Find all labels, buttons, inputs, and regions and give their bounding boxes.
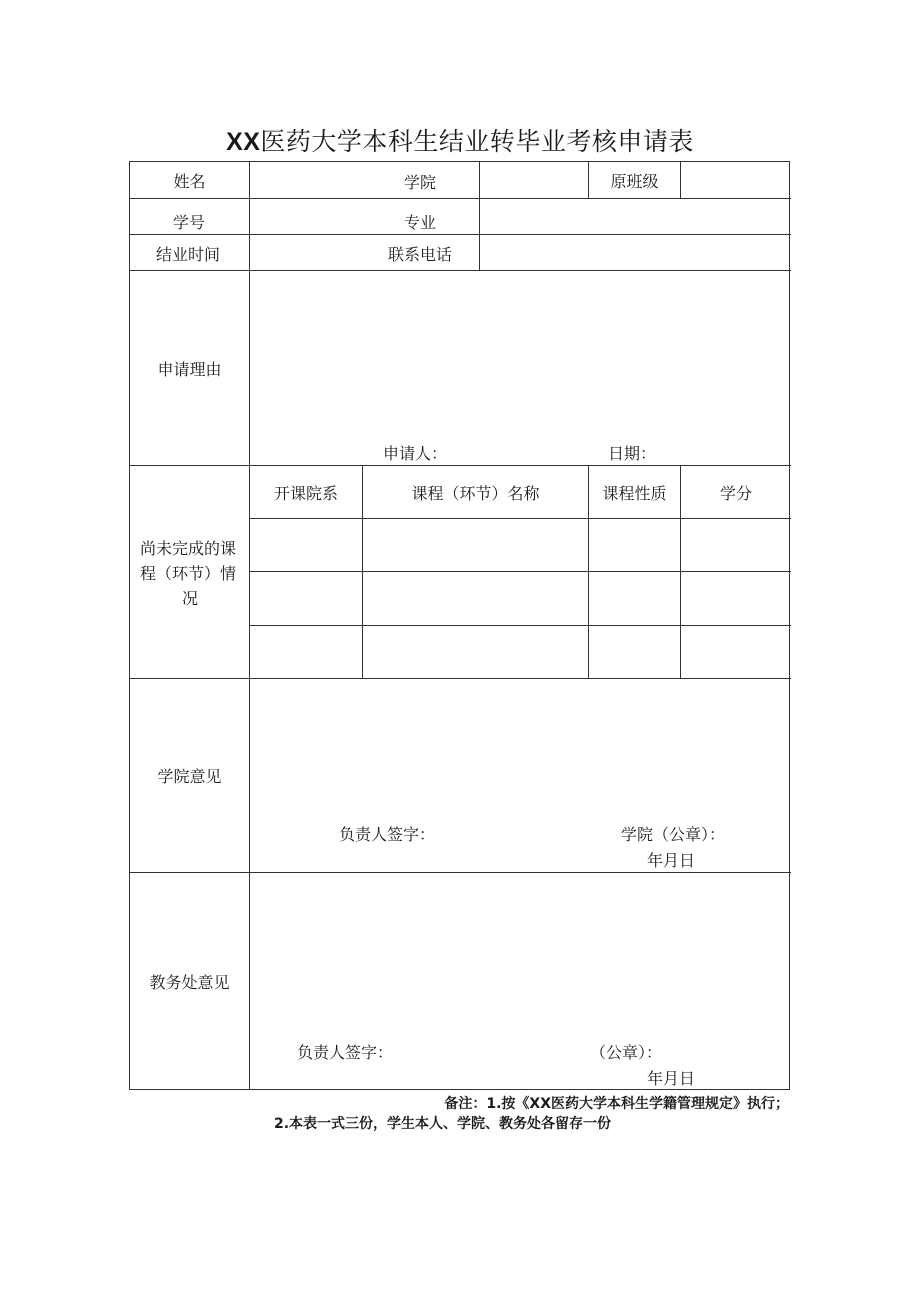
application-form xyxy=(129,161,790,1090)
reason-label: 申请理由 xyxy=(157,359,222,379)
course-cell[interactable] xyxy=(363,626,588,678)
name-label: 姓名 xyxy=(173,171,206,191)
course-cell[interactable] xyxy=(363,572,588,625)
office-signer-label: 负责人签字： xyxy=(297,1043,394,1062)
office-opinion-label: 教务处意见 xyxy=(149,972,230,992)
date-label: 日期： xyxy=(608,444,657,463)
college-signer-label: 负责人签字： xyxy=(339,825,436,844)
course-cell[interactable] xyxy=(589,519,680,571)
office-seal-label: （公章）： xyxy=(590,1043,663,1062)
course-cell[interactable] xyxy=(250,519,362,571)
reason-text-area[interactable] xyxy=(250,271,791,431)
class-label: 原班级 xyxy=(610,171,659,191)
office-date-label: 年月日 xyxy=(647,1069,696,1088)
course-cell[interactable] xyxy=(681,626,791,678)
college-label: 学院 xyxy=(404,173,437,192)
major-field[interactable] xyxy=(480,199,791,234)
col-header-course-type: 课程性质 xyxy=(602,483,667,503)
college-opinion-label: 学院意见 xyxy=(157,767,222,786)
student-id-field[interactable] xyxy=(250,199,479,234)
col-header-credit: 学分 xyxy=(719,483,752,503)
student-id-label: 学号 xyxy=(173,213,206,232)
course-cell[interactable] xyxy=(250,572,362,625)
course-cell[interactable] xyxy=(681,572,791,625)
title-main: 医药大学本科生结业转毕业考核申请表 xyxy=(260,127,694,156)
note-line1: 备注：1.按《XX医药大学本科生学籍管理规定》执行； xyxy=(444,1096,789,1112)
name-field[interactable] xyxy=(250,162,479,198)
college-opinion-area[interactable] xyxy=(250,679,791,819)
course-cell[interactable] xyxy=(250,626,362,678)
course-cell[interactable] xyxy=(363,519,588,571)
major-label: 专业 xyxy=(404,213,437,232)
courses-label-line2: 程（环节）情 xyxy=(140,564,237,583)
courses-label-line1: 尚未完成的课 xyxy=(140,539,237,558)
applicant-label: 申请人： xyxy=(383,444,448,463)
college-date-label: 年月日 xyxy=(647,851,696,870)
phone-field[interactable] xyxy=(480,235,791,270)
course-cell[interactable] xyxy=(681,519,791,571)
college-field[interactable] xyxy=(480,162,588,198)
title-prefix: XX xyxy=(226,128,261,156)
phone-label: 联系电话 xyxy=(388,245,453,264)
completion-time-label: 结业时间 xyxy=(156,245,221,264)
office-opinion-area[interactable] xyxy=(250,873,791,1033)
col-header-course-name: 课程（环节）名称 xyxy=(411,483,540,503)
form-title xyxy=(0,122,920,158)
col-header-dept: 开课院系 xyxy=(273,483,338,503)
note-line2: 2.本表一式三份，学生本人、学院、教务处各留存一份 xyxy=(274,1116,612,1132)
courses-label-line3: 况 xyxy=(182,589,199,608)
college-seal-label: 学院（公章）： xyxy=(621,825,726,844)
class-field[interactable] xyxy=(681,162,791,198)
course-cell[interactable] xyxy=(589,572,680,625)
course-cell[interactable] xyxy=(589,626,680,678)
